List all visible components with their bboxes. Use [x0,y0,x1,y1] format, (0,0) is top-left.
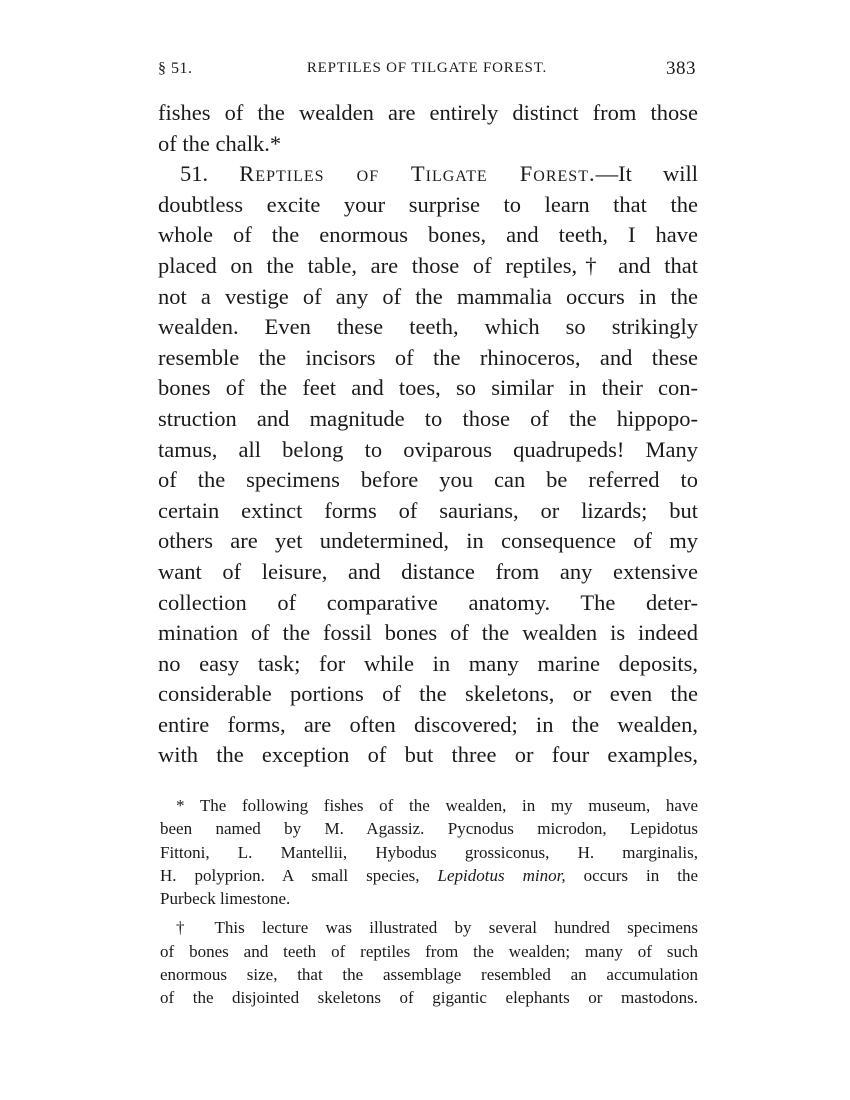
page-number: 383 [666,58,696,79]
section-heading-line [158,159,698,190]
text-line: mination of the fossil bones of the wealden is indeed [158,620,698,646]
section-heading-continuation: —It will [595,161,699,187]
footnote-line: of the disjointed skeletons of gigantic elephants or mastodons. [160,988,698,1008]
footnote-line [160,864,698,887]
text-line: considerable portions of the skeletons, or even the [158,681,698,707]
text-line: bones of the feet and toes, so similar in their con- [158,375,698,401]
section-number: § 51. [158,60,193,77]
footnote-italic-species: Lepidotus minor, [437,865,566,885]
section-heading-title: Reptiles of Tilgate Forest. [239,161,596,187]
text-line: resemble the incisors of the rhinoceros, and these [158,344,698,370]
text-line: certain extinct forms of saurians, or lizards; but [158,497,698,523]
footnote-text: H. polyprion. A small species, [160,865,420,885]
text-line: doubtless excite your surprise to learn that the [158,191,698,217]
section-heading-number: 51. [180,161,209,187]
running-head [158,58,696,84]
footnote-line: Purbeck limestone. [160,889,291,909]
text-line: struction and magnitude to those of the hippopo- [158,405,698,431]
running-title: REPTILES OF TILGATE FOREST. [306,60,548,76]
text-line: wealden. Even these teeth, which so strikingly [158,314,698,340]
footnotes [160,794,698,1010]
text-line: tamus, all belong to oviparous quadrupeds! Many [158,436,698,462]
footnote-text: occurs in the [583,865,698,885]
text-line: whole of the enormous bones, and teeth, I have [158,222,698,248]
footnote-line: † This lecture was illustrated by several hundred specimens [176,918,698,938]
text-line: entire forms, are often discovered; in the wealden, [158,711,698,737]
footnote-line: of bones and teeth of reptiles from the wealden; many of such [160,941,698,961]
footnote-line: been named by M. Agassiz. Pycnodus microdon, Lepidotus [160,819,698,839]
text-line: of the specimens before you can be referred to [158,467,698,493]
footnote-line: * The following fishes of the wealden, in my museum, have [176,796,698,815]
body-text [158,98,698,771]
text-line: placed on the table, are those of reptiles,† and that [158,252,698,278]
text-line: want of leisure, and distance from any extensive [158,558,698,584]
text-line: of the chalk.* [158,130,282,156]
text-line: fishes of the wealden are entirely distinct from those [158,100,698,125]
footnote-line: Fittoni, L. Mantellii, Hybodus grossiconus, H. marginalis, [160,842,698,862]
text-line: not a vestige of any of the mammalia occurs in the [158,283,698,309]
text-line: collection of comparative anatomy. The deter- [158,589,698,615]
text-line: no easy task; for while in many marine deposits, [158,650,698,676]
text-line: with the exception of but three or four examples, [158,742,698,768]
text-line: others are yet undetermined, in consequence of my [158,528,698,554]
footnote-line: enormous size, that the assemblage resembled an accumulation [160,965,698,985]
